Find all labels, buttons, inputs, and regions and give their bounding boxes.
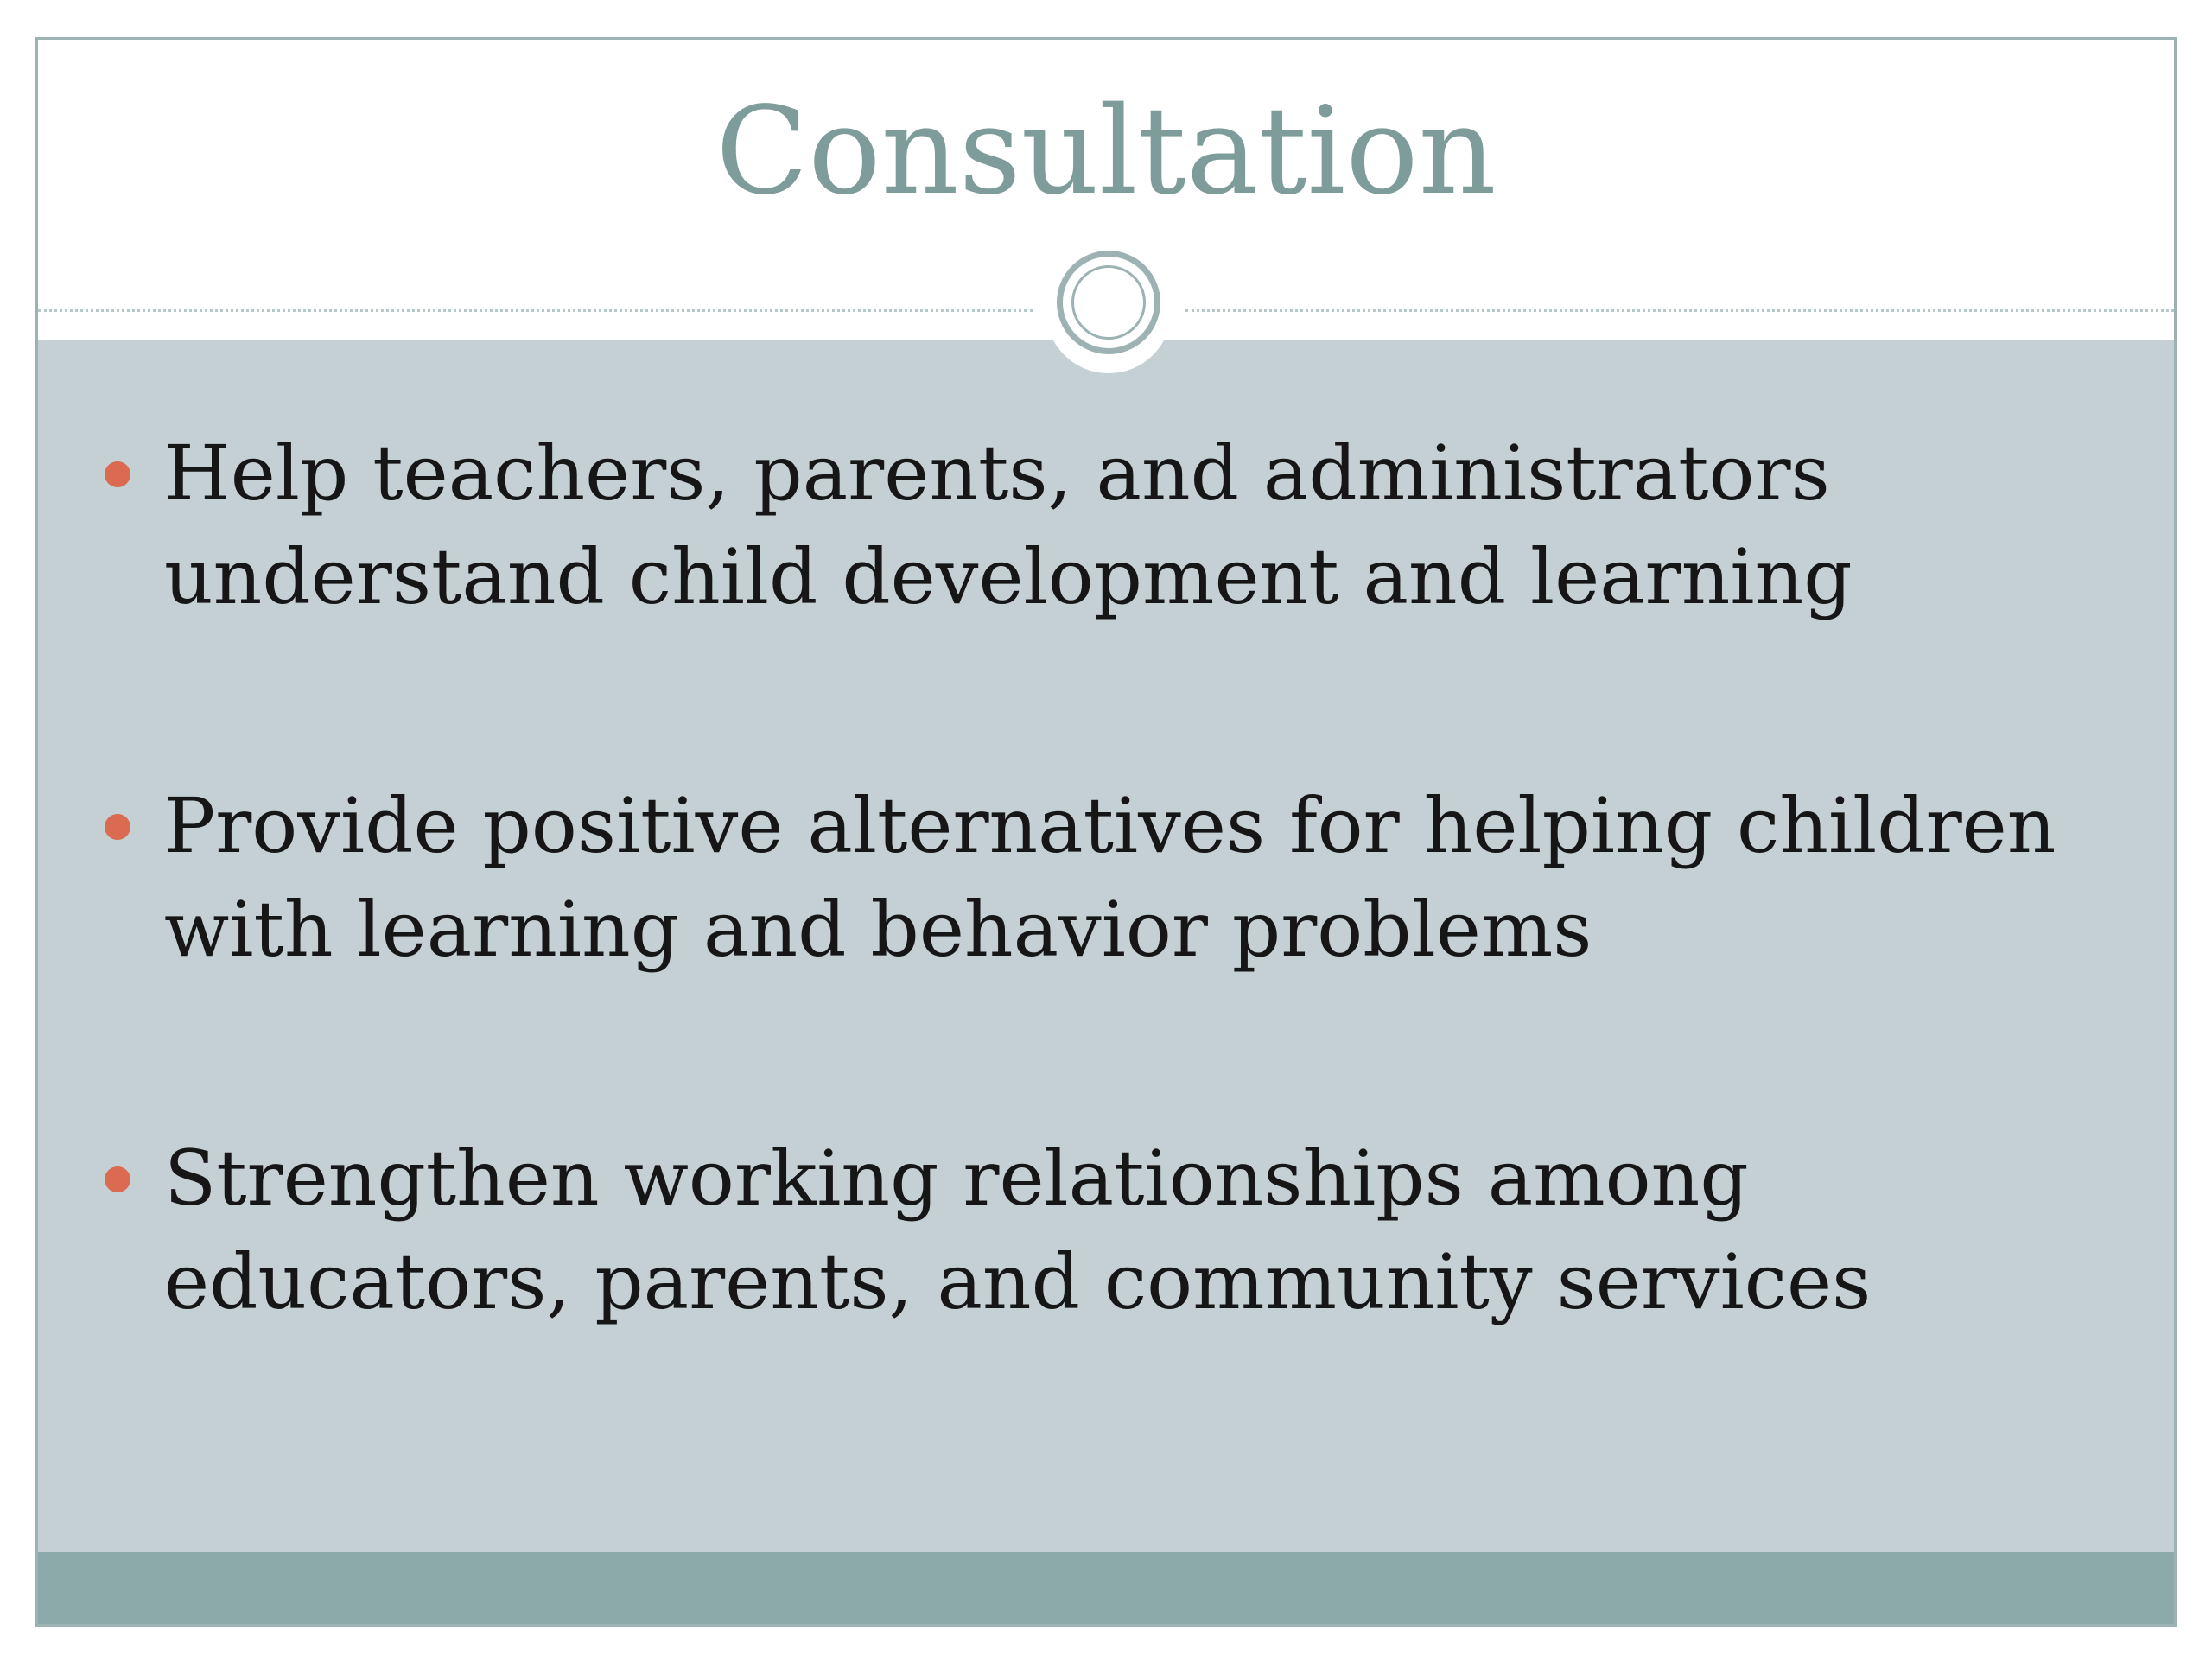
header-divider-left xyxy=(38,309,1033,312)
footer-band xyxy=(38,1552,2174,1627)
double-ring-ornament-icon xyxy=(1057,251,1160,354)
bullet-dot-icon xyxy=(105,1166,130,1192)
bullet-text: Strengthen working relationships among educators, parents, and community services xyxy=(164,1134,1872,1326)
bullet-dot-icon xyxy=(105,461,130,487)
header-divider-right xyxy=(1185,309,2177,312)
ornament-inner-ring xyxy=(1071,265,1146,340)
slide xyxy=(35,37,2177,1627)
slide-content xyxy=(38,340,2174,1552)
bullet-text: Help teachers, parents, and administrators understand child development and learning xyxy=(164,429,1853,621)
bullet-dot-icon xyxy=(105,814,130,840)
bullet-text: Provide positive alternatives for helping children with learning and behavior problems xyxy=(164,781,2056,974)
slide-title: Consultation xyxy=(715,81,1497,222)
